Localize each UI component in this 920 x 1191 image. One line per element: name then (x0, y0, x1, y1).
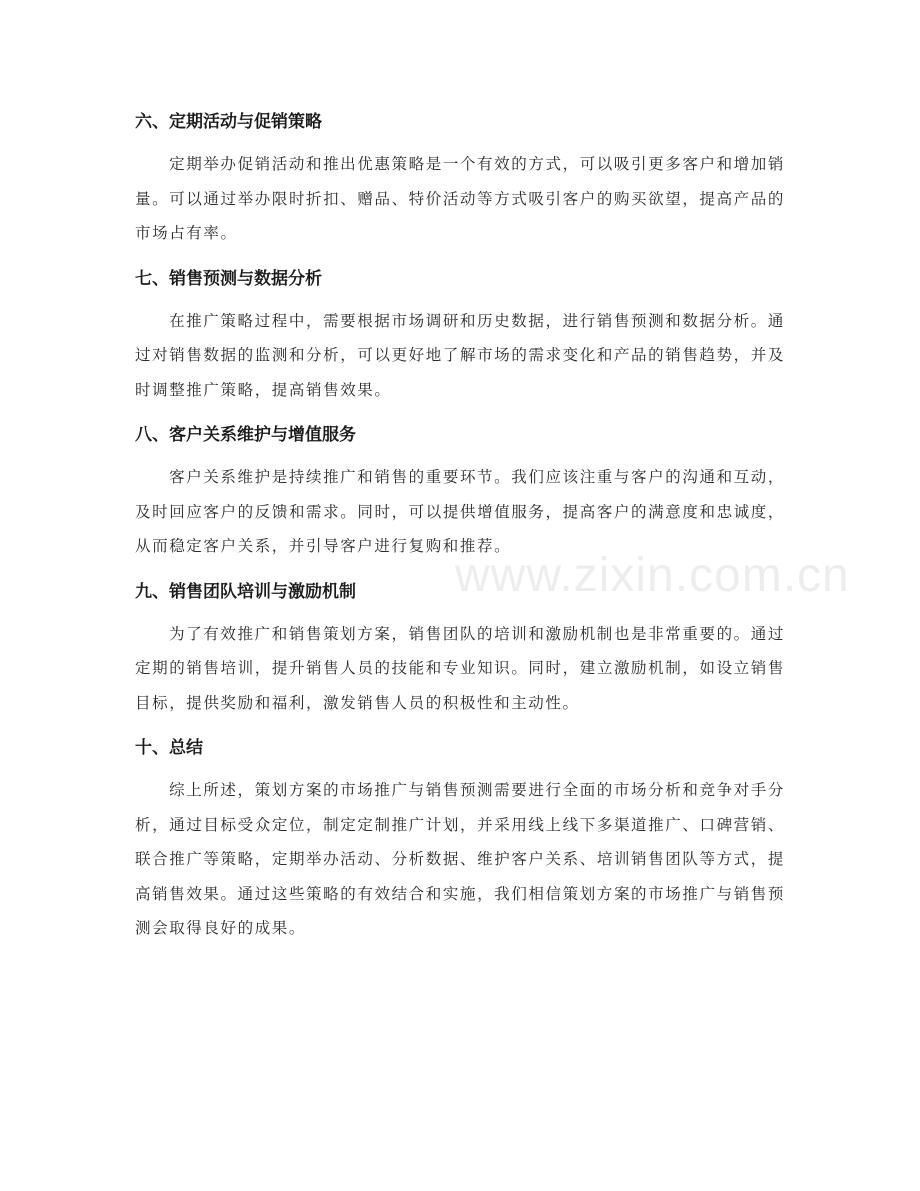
section-heading: 十、总结 (135, 738, 203, 758)
section-heading: 八、客户关系维护与增值服务 (135, 425, 356, 445)
section-heading: 六、定期活动与促销策略 (135, 112, 322, 132)
section-heading: 七、销售预测与数据分析 (135, 268, 322, 289)
section-forecast (135, 260, 785, 408)
section-paragraph: 为了有效推广和销售策划方案，销售团队的培训和激励机制也是非常重要的。通过定期的销售培训，提升销售人员的技能和专业知识。同时，建立激励机制，如设立销售目标，提供奖励和福利，激发销售人员的积极性和主动性。 (135, 624, 785, 712)
section-paragraph: 在推广策略过程中，需要根据市场调研和历史数据，进行销售预测和数据分析。通过对销售数据的监测和分析，可以更好地了解市场的需求变化和产品的销售趋势，并及时调整推广策略，提高销售效果。 (135, 311, 785, 399)
watermark: www.zixin.com.cn (455, 549, 850, 602)
section-summary (135, 729, 785, 946)
document-page (135, 103, 785, 955)
section-training (135, 573, 785, 721)
section-paragraph: 综上所述，策划方案的市场推广与销售预测需要进行全面的市场分析和竞争对手分析，通过目标受众定位，制定定制推广计划，并采用线上线下多渠道推广、口碑营销、联合推广等策略，定期举办活动、分析数据、维护客户关系、培训销售团队等方式，提高销售效果。通过这些策略的有效结合和实施，我们相信策划方案的市场推广与销售预测会取得良好的成果。 (135, 781, 785, 937)
section-paragraph: 客户关系维护是持续推广和销售的重要环节。我们应该注重与客户的沟通和互动，及时回应客户的反馈和需求。同时，可以提供增值服务，提高客户的满意度和忠诚度，从而稳定客户关系，并引导客户进行复购和推荐。 (135, 468, 785, 555)
section-customer (135, 416, 785, 564)
section-heading: 九、销售团队培训与激励机制 (135, 581, 356, 602)
section-promotion (135, 103, 785, 251)
section-paragraph: 定期举办促销活动和推出优惠策略是一个有效的方式，可以吸引更多客户和增加销量。可以通过举办限时折扣、赠品、特价活动等方式吸引客户的购买欲望，提高产品的市场占有率。 (135, 155, 785, 242)
